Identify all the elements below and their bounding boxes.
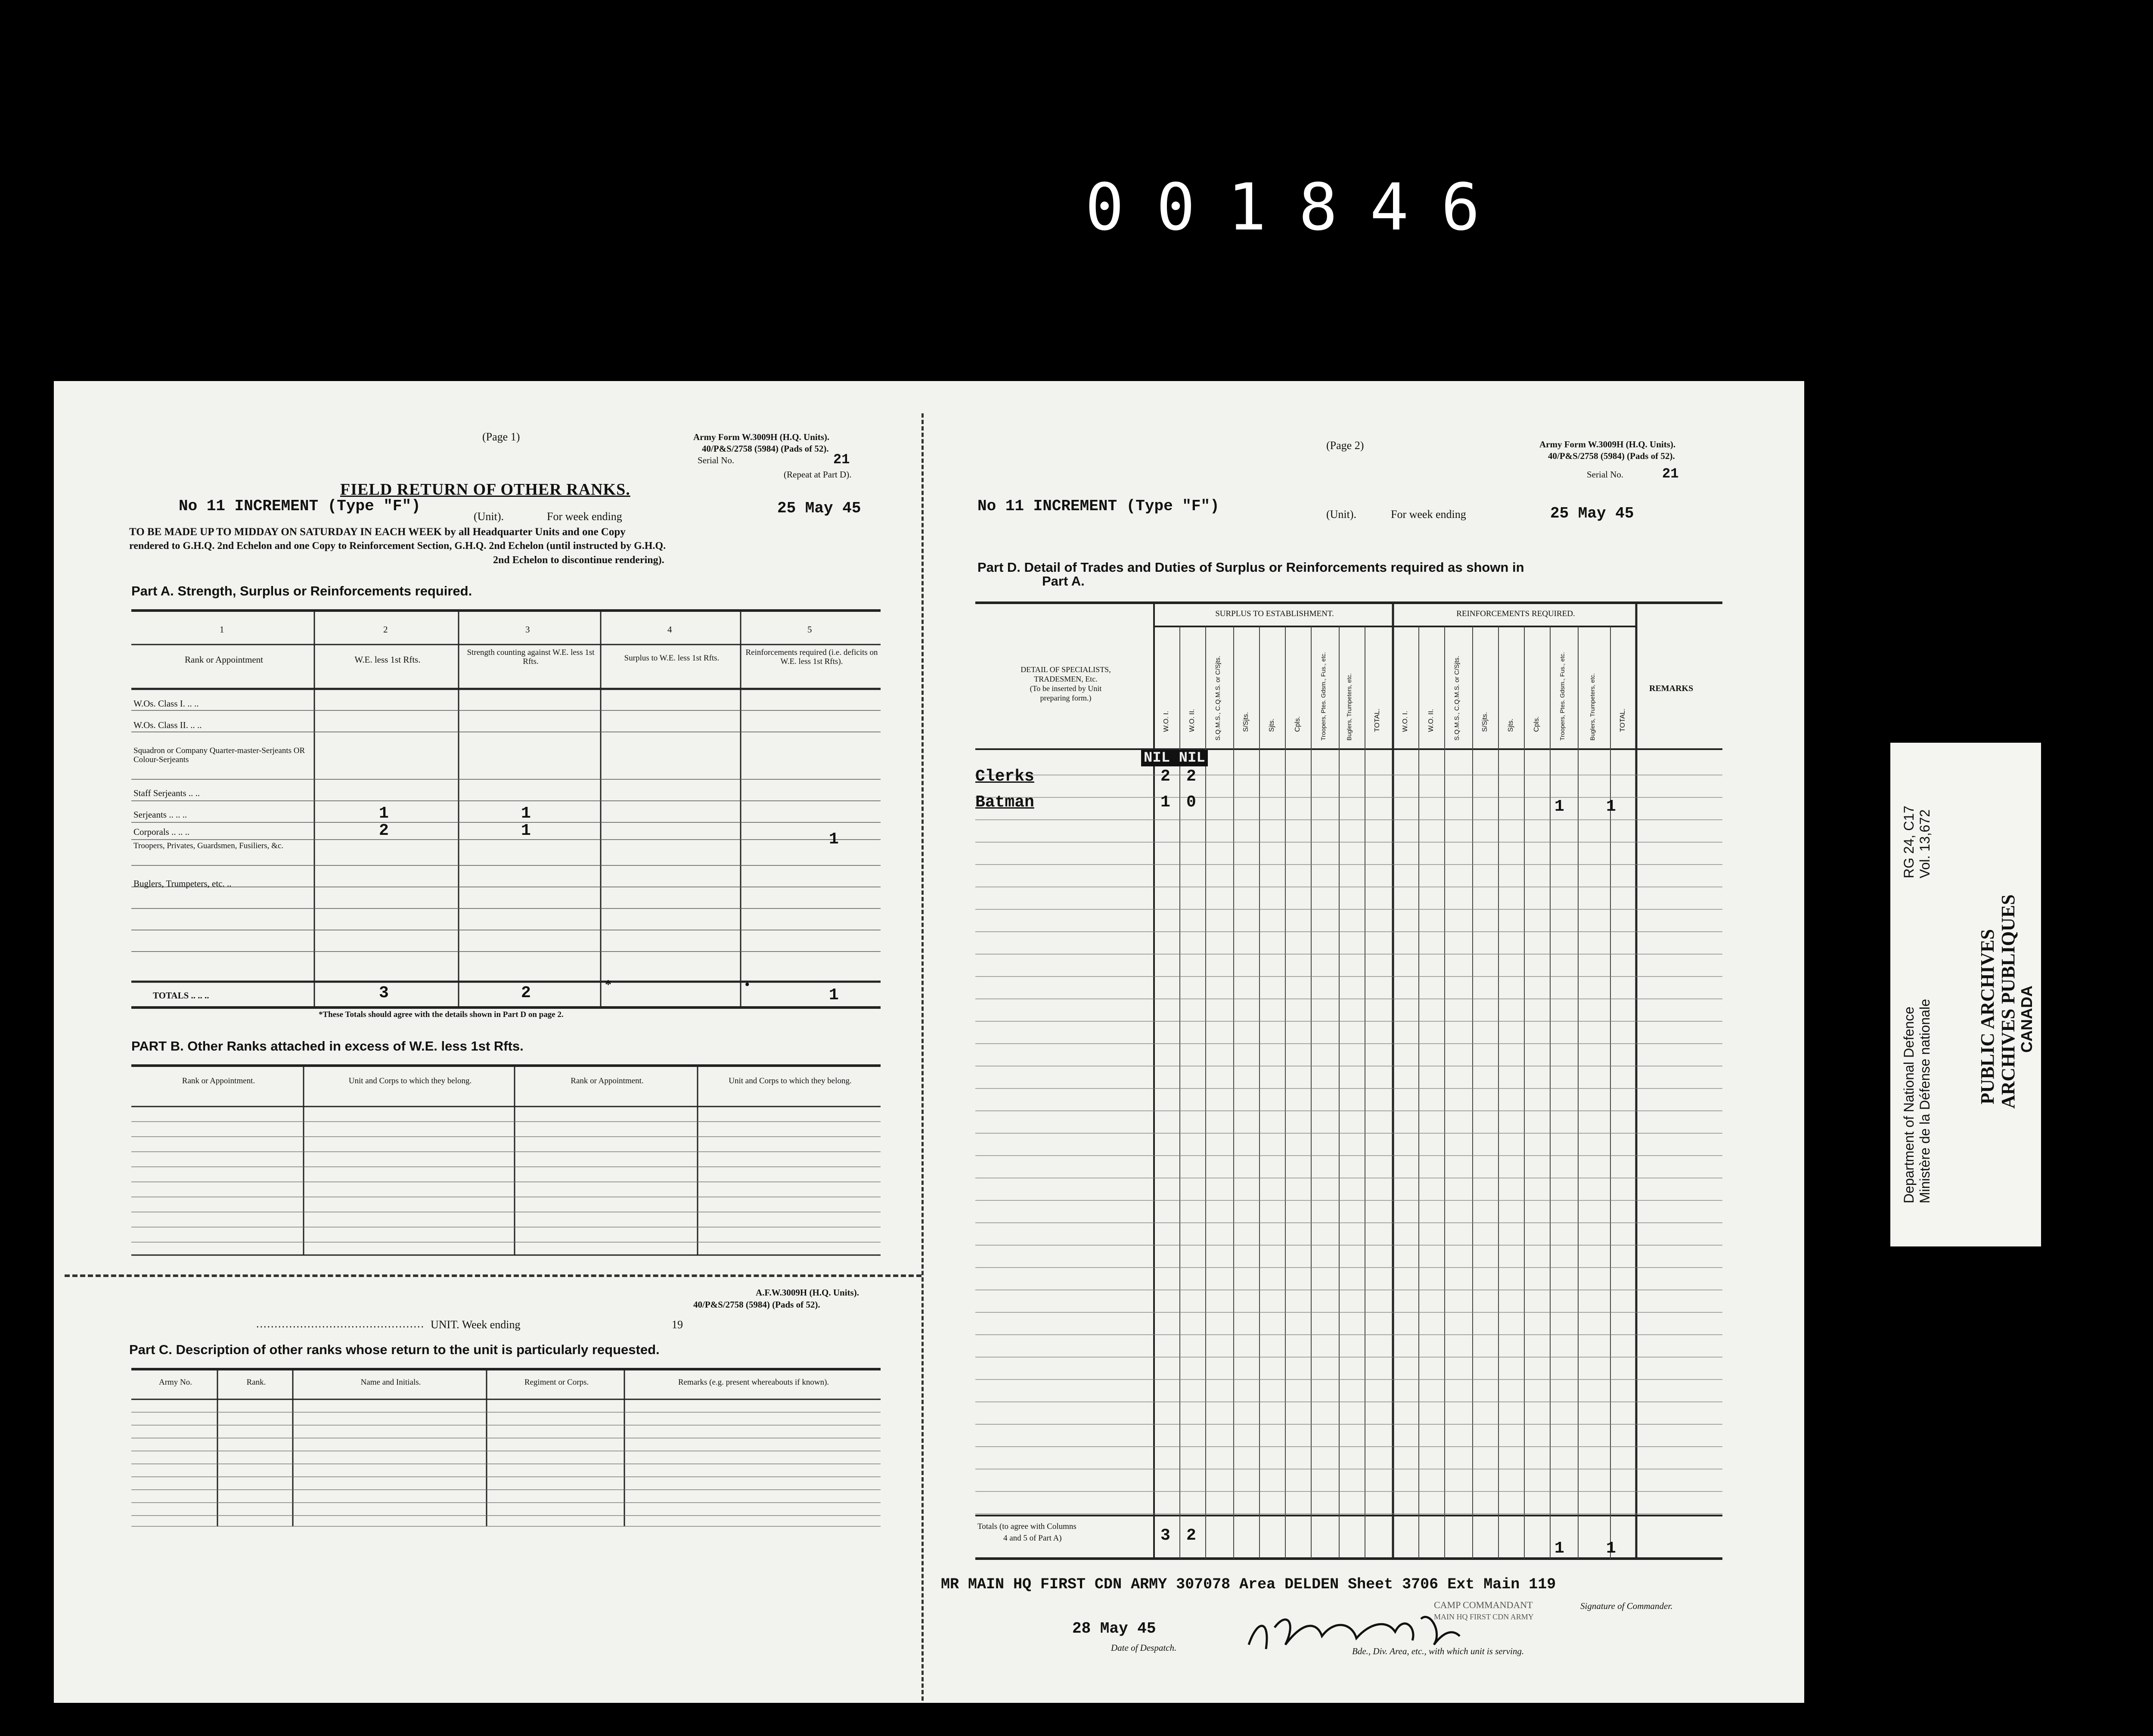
rank-cqms: Squadron or Company Quarter-master-Serjeants OR Colour-Serjeants bbox=[133, 746, 305, 764]
totals-reinforcements: 1 bbox=[829, 986, 839, 1004]
page2-form-ref-1: Army Form W.3009H (H.Q. Units). bbox=[1539, 439, 1676, 450]
instructions-line-1: TO BE MADE UP TO MIDDAY ON SATURDAY IN EACH WEEK by all Headquarter Units and one Copy bbox=[129, 526, 626, 538]
slip-form-ref-1: A.F.W.3009H (H.Q. Units). bbox=[756, 1287, 859, 1298]
clerks-surplus-sjts: 2 bbox=[1160, 767, 1170, 786]
part-c-col-name: Name and Initials. bbox=[360, 1378, 421, 1387]
col-number-2: 2 bbox=[383, 624, 388, 635]
part-c-col-remarks: Remarks (e.g. present whereabouts if known). bbox=[678, 1378, 829, 1387]
part-c-heading: Part C. Description of other ranks whose return to the unit is particularly requested. bbox=[129, 1342, 660, 1357]
page2-serial-no: 21 bbox=[1662, 466, 1679, 482]
reinf-col-total: TOTAL. bbox=[1619, 708, 1626, 732]
unit-serving-label: Bde., Div. Area, etc., with which unit is serving. bbox=[1352, 1646, 1524, 1656]
slip-form-ref-2: 40/P&S/2758 (5984) (Pads of 52). bbox=[693, 1299, 820, 1310]
col-header-surplus: Surplus to W.E. less 1st Rfts. bbox=[624, 654, 720, 663]
totals-reinf-asterisk: • bbox=[745, 977, 750, 992]
rank-troopers: Troopers, Privates, Guardsmen, Fusiliers, &c. bbox=[133, 841, 284, 850]
totals-surplus: * bbox=[605, 977, 611, 992]
archive-rg: RG 24, C17 bbox=[1901, 806, 1917, 878]
rank-staff-serjeants: Staff Serjeants .. .. bbox=[133, 788, 200, 798]
clerks-surplus-cpls: 2 bbox=[1186, 767, 1196, 786]
col-number-3: 3 bbox=[525, 624, 530, 635]
rank-buglers: Buglers, Trumpeters, etc. .. bbox=[133, 878, 232, 889]
surplus-col-wo1: W.O. I. bbox=[1163, 711, 1170, 732]
rank-serjeants: Serjeants .. .. .. bbox=[133, 809, 187, 820]
surplus-col-cpls: Cpls. bbox=[1294, 716, 1301, 732]
despatch-label: Date of Despatch. bbox=[1111, 1643, 1177, 1653]
page1-serial-no: 21 bbox=[833, 452, 850, 468]
part-d-totals-sjts: 3 bbox=[1160, 1526, 1170, 1545]
batman-surplus-sjts: 1 bbox=[1160, 793, 1170, 812]
tear-off-line bbox=[65, 1274, 921, 1277]
part-b-col-1: Rank or Appointment. bbox=[182, 1076, 255, 1085]
totals-we: 3 bbox=[379, 984, 389, 1002]
reinf-col-cpls: Cpls. bbox=[1533, 716, 1540, 732]
instructions-line-2: rendered to G.H.Q. 2nd Echelon and one Copy to Reinforcement Section, G.H.Q. 2nd Echelon (until instructed by G.H.Q. bbox=[129, 540, 666, 552]
rank-corporals: Corporals .. .. .. bbox=[133, 827, 190, 837]
surplus-group-header: SURPLUS TO ESTABLISHMENT. bbox=[1215, 609, 1334, 618]
signature-label: Signature of Commander. bbox=[1580, 1601, 1673, 1611]
page1-title: FIELD RETURN OF OTHER RANKS. bbox=[340, 480, 630, 499]
reinf-col-sqms: S.Q.M.S., C.Q.M.S. or C/Sjts. bbox=[1453, 656, 1461, 741]
detail-clerks: Clerks bbox=[975, 767, 1034, 786]
reinf-col-sjts: Sjts. bbox=[1507, 718, 1514, 732]
detail-header-3: (To be inserted by Unit bbox=[1030, 684, 1102, 693]
page1-unit-label: (Unit). bbox=[474, 510, 504, 523]
archive-public: PUBLIC ARCHIVES bbox=[1977, 929, 1998, 1104]
page1-form-ref-2: 40/P&S/2758 (5984) (Pads of 52). bbox=[702, 443, 829, 454]
page2-serial-label: Serial No. bbox=[1587, 469, 1624, 480]
archive-dept-fr: Ministère de la Défense nationale bbox=[1917, 999, 1933, 1203]
page2-week-label: For week ending bbox=[1391, 508, 1466, 521]
corporals-we: 2 bbox=[379, 822, 389, 840]
batman-reinf-total: 1 bbox=[1606, 797, 1616, 816]
stamp-line-2: MAIN HQ FIRST CDN ARMY bbox=[1434, 1612, 1534, 1621]
col-header-rank: Rank or Appointment bbox=[185, 654, 263, 665]
archive-label bbox=[1890, 743, 2041, 1246]
part-c-col-regiment: Regiment or Corps. bbox=[524, 1378, 589, 1387]
reinf-col-troopers: Troopers, Ptes. Gdsm., Fus., etc. bbox=[1559, 652, 1566, 741]
page2-unit-name: No 11 INCREMENT (Type "F") bbox=[977, 497, 1219, 515]
batman-reinf-troopers: 1 bbox=[1554, 797, 1564, 816]
archive-vol: Vol. 13,672 bbox=[1917, 809, 1933, 878]
location-line: MR MAIN HQ FIRST CDN ARMY 307078 Area DELDEN Sheet 3706 Ext Main 119 bbox=[941, 1576, 1556, 1593]
surplus-col-troopers: Troopers, Ptes. Gdsm., Fus., etc. bbox=[1320, 652, 1327, 741]
despatch-date: 28 May 45 bbox=[1072, 1620, 1156, 1637]
page2-week-date: 25 May 45 bbox=[1550, 505, 1634, 522]
reference-number: 001846 bbox=[1085, 170, 1512, 245]
part-c-col-army-no: Army No. bbox=[158, 1378, 192, 1387]
col-header-strength: Strength counting against W.E. less 1st Rfts. bbox=[467, 648, 595, 666]
page2-label: (Page 2) bbox=[1326, 439, 1364, 452]
page2-unit-label: (Unit). bbox=[1326, 508, 1357, 521]
stamp-line-1: CAMP COMMANDANT bbox=[1434, 1600, 1533, 1610]
surplus-col-sqms: S.Q.M.S., C.Q.M.S. or C/Sjts. bbox=[1214, 656, 1222, 741]
slip-unit-line: UNIT. Week ending bbox=[431, 1318, 521, 1331]
archive-publiques: ARCHIVES PUBLIQUES bbox=[1998, 894, 2019, 1109]
serjeants-strength: 1 bbox=[521, 804, 531, 823]
part-b-col-2: Unit and Corps to which they belong. bbox=[348, 1076, 472, 1085]
serjeants-we: 1 bbox=[379, 804, 389, 823]
part-d-totals-reinf-total: 1 bbox=[1606, 1539, 1616, 1558]
reinf-col-buglers: Buglers, Trumpeters, etc. bbox=[1589, 673, 1596, 741]
col-header-reinforcements: Reinforcements required (i.e. deficits on W.E. less 1st Rfts). bbox=[745, 648, 878, 666]
surplus-col-ssjts: S/Sjts. bbox=[1242, 712, 1250, 732]
slip-year: 19 bbox=[672, 1318, 683, 1331]
slip-dots: .............................................. bbox=[256, 1318, 425, 1330]
part-d-totals-label-1: Totals (to agree with Columns bbox=[977, 1522, 1076, 1531]
batman-surplus-cpls: 0 bbox=[1186, 793, 1196, 812]
col-number-1: 1 bbox=[220, 624, 224, 635]
page1-week-label: For week ending bbox=[547, 510, 622, 523]
reinf-col-wo2: W.O. II. bbox=[1427, 709, 1435, 732]
page1-serial-label: Serial No. bbox=[698, 455, 735, 465]
nil-stamp: NIL NIL bbox=[1141, 750, 1208, 766]
totals-strength: 2 bbox=[521, 984, 531, 1002]
rank-wo1: W.Os. Class I. .. .. bbox=[133, 698, 199, 709]
totals-note: *These Totals should agree with the details shown in Part D on page 2. bbox=[319, 1010, 564, 1019]
page1-unit-name: No 11 INCREMENT (Type "F") bbox=[179, 497, 421, 515]
rank-wo2: W.Os. Class II. .. .. bbox=[133, 720, 202, 730]
detail-batman: Batman bbox=[975, 793, 1034, 812]
reinforcements-group-header: REINFORCEMENTS REQUIRED. bbox=[1456, 609, 1575, 618]
part-b-heading: PART B. Other Ranks attached in excess of W.E. less 1st Rfts. bbox=[131, 1038, 524, 1054]
col-header-we: W.E. less 1st Rfts. bbox=[354, 654, 421, 665]
corporals-reinforcements: 1 bbox=[829, 830, 839, 849]
surplus-col-wo2: W.O. II. bbox=[1188, 709, 1196, 732]
detail-header-2: TRADESMEN, Etc. bbox=[1034, 675, 1098, 683]
part-b-col-3: Rank or Appointment. bbox=[571, 1076, 644, 1085]
page1-label: (Page 1) bbox=[482, 431, 520, 443]
page1-repeat-note: (Repeat at Part D). bbox=[784, 469, 852, 480]
part-d-totals-cpls: 2 bbox=[1186, 1526, 1196, 1545]
part-d-totals-reinf-troopers: 1 bbox=[1554, 1539, 1564, 1558]
reinf-col-ssjts: S/Sjts. bbox=[1481, 712, 1489, 732]
part-d-totals-label-2: 4 and 5 of Part A) bbox=[1003, 1534, 1062, 1543]
remarks-header: REMARKS bbox=[1649, 684, 1694, 693]
instructions-line-3: 2nd Echelon to discontinue rendering). bbox=[493, 555, 664, 566]
surplus-col-buglers: Buglers, Trumpeters, etc. bbox=[1346, 673, 1353, 741]
totals-label: TOTALS .. .. .. bbox=[153, 990, 209, 1001]
part-c-col-rank: Rank. bbox=[246, 1378, 266, 1387]
archive-dept-en: Department of National Defence bbox=[1901, 1006, 1917, 1203]
part-d-heading-2: Part A. bbox=[1042, 574, 1085, 589]
corporals-strength: 1 bbox=[521, 822, 531, 840]
archive-canada: CANADA bbox=[2018, 986, 2035, 1053]
part-a-heading: Part A. Strength, Surplus or Reinforcements required. bbox=[131, 583, 472, 598]
detail-header-4: preparing form.) bbox=[1040, 694, 1092, 702]
col-number-4: 4 bbox=[667, 624, 672, 635]
part-b-col-4: Unit and Corps to which they belong. bbox=[729, 1076, 852, 1085]
detail-header-1: DETAIL OF SPECIALISTS, bbox=[1021, 665, 1111, 674]
part-d-heading-1: Part D. Detail of Trades and Duties of Surplus or Reinforcements required as shown in bbox=[977, 560, 1524, 575]
page-fold bbox=[921, 413, 924, 1701]
page2-form-ref-2: 40/P&S/2758 (5984) (Pads of 52). bbox=[1548, 451, 1675, 461]
page1-form-ref-1: Army Form W.3009H (H.Q. Units). bbox=[693, 432, 830, 442]
surplus-col-total: TOTAL. bbox=[1374, 708, 1381, 732]
surplus-col-sjts: Sjts. bbox=[1268, 718, 1275, 732]
reinf-col-wo1: W.O. I. bbox=[1402, 711, 1409, 732]
col-number-5: 5 bbox=[807, 624, 812, 635]
page1-week-date: 25 May 45 bbox=[777, 499, 861, 517]
